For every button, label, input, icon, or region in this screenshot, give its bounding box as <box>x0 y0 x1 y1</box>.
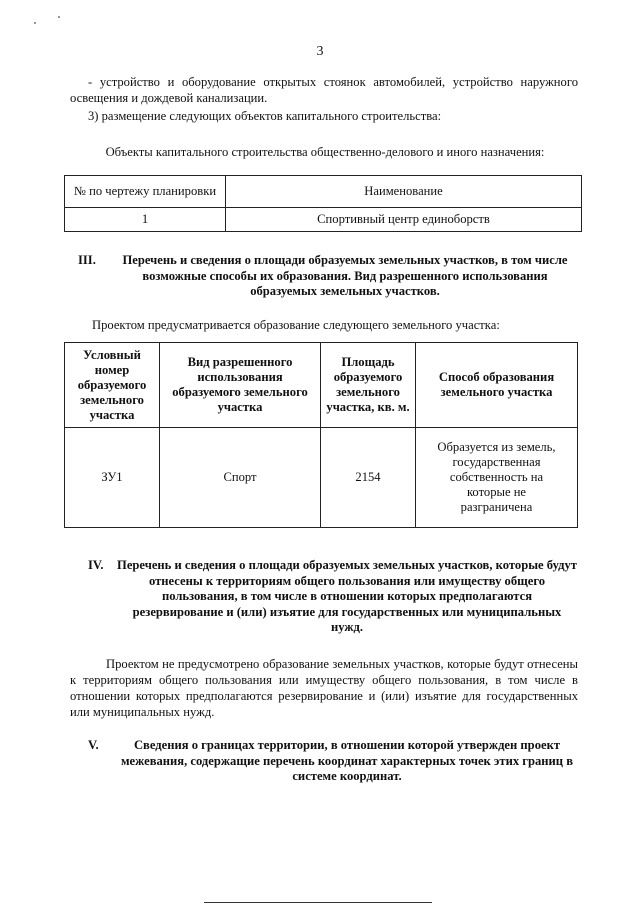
table2 <box>64 342 578 528</box>
page-number: 3 <box>316 44 324 59</box>
section3-heading <box>78 253 578 300</box>
table2-header-cell: Площадь образуемого земельного участка, кв. м. <box>321 343 416 428</box>
table1-header-cell: № по чертежу планировки <box>65 176 226 208</box>
table2-cell: Образуется из земель, государственная собственность на которые не разграничена <box>416 428 578 528</box>
table2-cell: 2154 <box>321 428 416 528</box>
section3-intro: Проектом предусматривается образование следующего земельного участка: <box>92 318 500 332</box>
intro-paragraph <box>70 74 578 106</box>
section5-number: V. <box>88 738 99 752</box>
section4-number: IV. <box>88 558 104 572</box>
table-row <box>65 208 582 232</box>
bottom-divider <box>204 902 432 903</box>
section4-title: Перечень и сведения о площади образуемых земельных участков, которые будут отнесены к территориям общего пользования или имуществу общего пользования, в том числе в отношении которых предполагаются резервирование и (или) изъятие для государственных или муниципальных нужд. <box>117 558 577 634</box>
table1 <box>64 175 582 232</box>
table1-caption: Объекты капитального строительства общественно-делового и иного назначения: <box>105 145 545 159</box>
table2-header-cell: Условный номер образуемого земельного участка <box>65 343 160 428</box>
scan-speck <box>34 22 36 24</box>
table2-header-row <box>65 343 578 428</box>
table2-cell: Спорт <box>160 428 321 528</box>
section4-heading <box>88 558 578 636</box>
section5-title: Сведения о границах территории, в отношении которой утвержден проект межевания, содержащие перечень координат характерных точек этих границ в системе координат. <box>120 738 574 783</box>
scan-speck <box>58 16 60 18</box>
table2-header-cell: Вид разрешенного использования образуемого земельного участка <box>160 343 321 428</box>
table1-cell: Спортивный центр единоборств <box>226 208 582 232</box>
table1-header-row <box>65 176 582 208</box>
section3-number: III. <box>78 253 96 267</box>
section5-heading <box>88 738 578 785</box>
intro-item-3: 3) размещение следующих объектов капитального строительства: <box>88 109 442 123</box>
table2-header-cell: Способ образования земельного участка <box>416 343 578 428</box>
table1-cell: 1 <box>65 208 226 232</box>
section4-body: Проектом не предусмотрено образование земельных участков, которые будут отнесены к территориям общего пользования или имуществу общего пользования, в том числе в отношении которых предполагаются резервирование и (или) изъятие для государственных или муниципальных нужд. <box>70 657 578 719</box>
section3-title: Перечень и сведения о площади образуемых земельных участков, в том числе возможные способы их образования. Вид разрешенного использования образуемых земельных участков. <box>122 253 568 298</box>
table-row <box>65 428 578 528</box>
table2-cell: ЗУ1 <box>65 428 160 528</box>
intro-line1: - устройство и оборудование открытых стоянок автомобилей, устройство наружного освещения и дождевой канализации. <box>70 75 578 105</box>
table1-header-cell: Наименование <box>226 176 582 208</box>
